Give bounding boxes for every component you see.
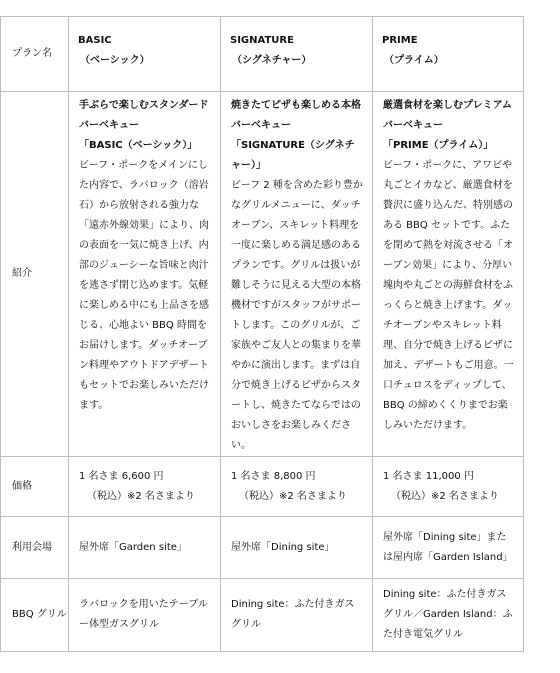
price-amount: 1 名さま 6,600 円 [79,470,164,482]
intro-plan-title: 「BASIC（ベーシック）」 [79,140,198,151]
intro-plan-title: 「SIGNATURE（シグネチャー）」 [231,140,355,171]
intro-description: ビーフ 2 種を含めた彩り豊かなグリルメニューに、ダッチオーブン、スキレット料理を一度に楽しめる満足感のあるプランです。グリルは扱いが難しそうに見える大型の本格機材ですがスタッフがサポートします。このグリルが、ご家族やご友人との集まりを華やかに演出します。まずは自分で焼き上げるピザからスタートし、焼きたてならではのおいしさをお楽しみください。 [231,180,363,451]
plan-name-kana: （プライム） [384,55,444,66]
price-note: （税込）※2 名さまより [87,490,195,502]
price-signature [221,457,373,517]
intro-description: ビーフ・ポークに、アワビや丸ごとイカなど、厳選食材を贅沢に盛り込んだ、特別感のある BBQ セットです。ふたを閉めて熱を対流させる「オーブン効果」により、分厚い塊肉や丸ごとの海鮮食材をふっくらと焼き上げます。ダッチオーブンやスキレット料理、自分で焼き上げるピザに加え、デザートもご用意。一口チュロスをディップして、BBQ の締めくくりまでお楽しみいただけます。 [383,160,514,431]
plan-comparison-table [0,16,524,652]
intro-lead: 手ぶらで楽しむスタンダードバーベキュー [79,100,209,131]
row-label-venue: 利用会場 [1,517,69,579]
price-amount: 1 名さま 11,000 円 [383,470,474,482]
grill-basic: ラバロックを用いたテーブルー体型ガスグリル [69,579,221,652]
venue-prime: 屋外席「Dining site」または屋内席「Garden Island」 [373,517,524,579]
plan-name: SIGNATURE [230,35,294,46]
intro-plan-title: 「PRIME（プライム）」 [383,140,494,151]
intro-description: ビーフ・ポークをメインにした内容で、ラバロック（溶岩石）から放射される強力な「遠赤外線効果」により、肉の表面を一気に焼き上げ、内部のジューシーな旨味と肉汁を逃さず閉じ込めます。気軽に楽しめる中にも上品さを感じる、心地よい BBQ 時間をお届けします。ダッチオーブン料理やアウトドアデザートもセットでお楽しみいただけます。 [79,160,209,411]
price-note: （税込）※2 名さまより [239,490,347,502]
intro-signature [221,92,373,457]
plan-name-row [1,17,524,92]
plan-name: PRIME [382,35,418,46]
price-note: （税込）※2 名さまより [391,490,499,502]
price-basic [69,457,221,517]
plan-header-basic [69,17,221,92]
row-label-intro: 紹介 [1,92,69,457]
intro-basic [69,92,221,457]
row-label-price: 価格 [1,457,69,517]
price-amount: 1 名さま 8,800 円 [231,470,316,482]
plan-name-kana: （シグネチャー） [232,55,312,66]
grill-row [1,579,524,652]
price-prime [373,457,524,517]
grill-prime: Dining site：ふた付きガスグリル／Garden Island：ふた付き電気グリル [373,579,524,652]
price-row [1,457,524,517]
venue-row [1,517,524,579]
row-label-grill: BBQ グリル [1,579,69,652]
plan-header-prime [373,17,524,92]
row-label-plan: プラン名 [1,17,69,92]
plan-name: BASIC [78,35,112,46]
intro-row [1,92,524,457]
plan-header-signature [221,17,373,92]
intro-lead: 厳選食材を楽しむプレミアムバーベキュー [383,100,512,131]
intro-prime [373,92,524,457]
venue-basic: 屋外席「Garden site」 [69,517,221,579]
grill-signature: Dining site：ふた付きガスグリル [221,579,373,652]
venue-signature: 屋外席「Dining site」 [221,517,373,579]
intro-lead: 焼きたてピザも楽しめる本格バーベキュー [231,100,361,131]
plan-name-kana: （ベーシック） [80,55,150,66]
